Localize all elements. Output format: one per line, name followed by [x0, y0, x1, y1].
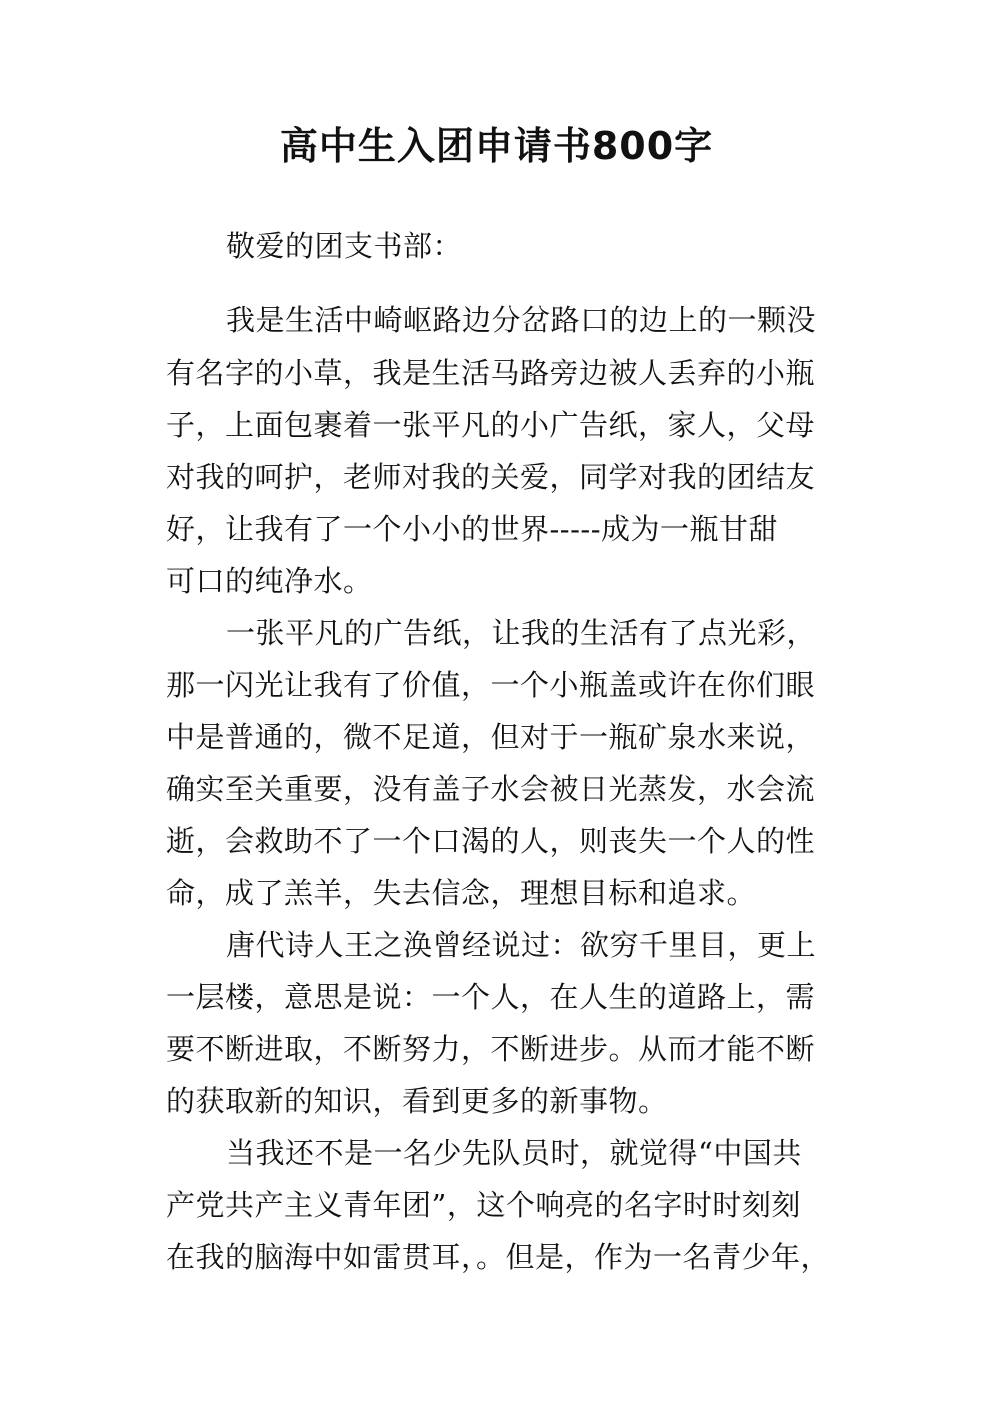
body-line: 可口的纯净水。	[166, 564, 373, 598]
body-line: 子，上面包裹着一张平凡的小广告纸，家人，父母	[166, 408, 816, 442]
body-line: 逝，会救助不了一个口渴的人，则丧失一个人的性	[166, 824, 816, 858]
body-line: 那一闪光让我有了价值，一个小瓶盖或许在你们眼	[166, 668, 816, 702]
body-line: 产党共产主义青年团”，这个响亮的名字时时刻刻	[166, 1188, 801, 1222]
salutation: 敬爱的团支书部：	[226, 229, 463, 263]
body-line: 对我的呵护，老师对我的关爱，同学对我的团结友	[166, 460, 816, 494]
body-line: 要不断进取，不断努力，不断进步。从而才能不断	[166, 1032, 816, 1066]
body-line: 有名字的小草，我是生活马路旁边被人丢弃的小瓶	[166, 356, 816, 390]
body-line: 好，让我有了一个小小的世界-----成为一瓶甘甜	[166, 512, 778, 546]
body-line: 一张平凡的广告纸，让我的生活有了点光彩，	[226, 616, 817, 650]
body-line: 确实至关重要，没有盖子水会被日光蒸发，水会流	[166, 772, 816, 806]
body-line: 当我还不是一名少先队员时，就觉得“中国共	[226, 1136, 802, 1170]
body-line: 一层楼，意思是说：一个人，在人生的道路上，需	[166, 980, 816, 1014]
body-line: 唐代诗人王之涣曾经说过：欲穷千里目，更上	[226, 928, 817, 962]
body-line: 命，成了羔羊，失去信念，理想目标和追求。	[166, 876, 757, 910]
body-line: 的获取新的知识，看到更多的新事物。	[166, 1084, 668, 1118]
body-line: 中是普通的，微不足道，但对于一瓶矿泉水来说，	[166, 720, 816, 754]
body-line: 在我的脑海中如雷贯耳，。但是，作为一名青少年，	[166, 1240, 831, 1274]
document-title: 高中生入团申请书800字	[279, 124, 714, 168]
body-line: 我是生活中崎岖路边分岔路口的边上的一颗没	[226, 303, 817, 337]
